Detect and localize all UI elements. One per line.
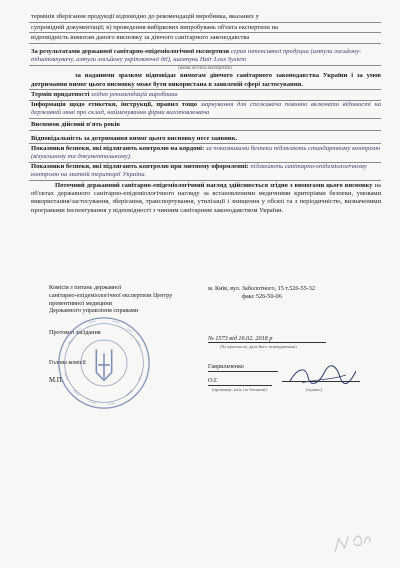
chair-initials: О.Г.: [208, 377, 272, 386]
mp-label: М.П.: [49, 376, 64, 384]
conditions-line-1: термінів зберігання продукції відповідно до рекомендацій виробника, вказаних у: [29, 13, 381, 23]
shelf-life-row: [29, 90, 381, 100]
address-text: м. Київ, вул. Заболотного, 15 т.526-55-32: [208, 285, 315, 292]
handwritten-initials: [330, 528, 374, 560]
product-name: серия інтенсивної продуции (ампули лосьйону-підштовхувачу, ампули лосьйону укріплюючої дії), шампунь Hair Loss System: [31, 47, 362, 64]
document-body: [29, 13, 381, 215]
labeling-text: маркування для споживача повинно включати відомості на державній мові про склад, найменування фірми виготовлювача: [31, 100, 382, 117]
results-block: [29, 48, 381, 66]
commission-line: Державного управління справами: [49, 307, 139, 315]
shelf-life-value: згідно рекомендацій виробника: [91, 90, 178, 98]
commission-line: санітарно-епідеміологічної експертизи Центру: [49, 291, 173, 299]
labeling-label: Інформація щодо етикетки, інструкції, правил тощо: [31, 100, 198, 108]
caption-protocol: (№ протоколу, дата його затвердження): [220, 344, 297, 350]
contact-block: [208, 285, 378, 394]
customs-control-row: [29, 163, 381, 181]
shelf-life-label: Термін придатності: [31, 90, 90, 98]
responsibility-row: Відповідальність за дотримання вимог цього висновку несе заявник.: [29, 134, 381, 144]
customs-value: підлягають санітарно-епідеміологічному контролю на митній території України.: [31, 163, 367, 179]
compliance-text: за наданими зразком відповідає вимогам діючого санітарного законодавства України і за умов дотримання вимог цього висновку може бути використана в заявленій сфері застосування.: [31, 72, 381, 88]
handwritten-initials-mark: [330, 528, 373, 556]
customs-label: Показники безпеки, які підлягають контролю при митному оформленні:: [31, 163, 249, 171]
handwritten-signature: [288, 363, 358, 389]
official-stamp: [56, 315, 152, 411]
conditions-line-3: відповідність вимогам даного висновку за діючого санітарного законодавства: [29, 33, 381, 43]
chair-signature-row: [208, 377, 366, 386]
commission-line: Комісія з питань державної: [49, 284, 122, 291]
protocol-number: № 1573 від 16.02. 2018 р: [208, 335, 326, 344]
fax-text: факс 526-50-06: [242, 292, 282, 300]
commission-line: превентивної медицини: [49, 299, 112, 307]
border-control-row: [29, 144, 381, 162]
results-lead: За результатами державної санітарно-епідеміологічної експертизи: [31, 47, 230, 55]
border-value: за показниками безпеки підлягають стандартному контролю (візуальному та документальному).: [31, 144, 381, 160]
supervision-bold: Поточний державний санітарно-епідеміологічний нагляд здійснюється згідно з вимогами цього висновку: [55, 182, 373, 190]
chair-name: Гаврильченко: [208, 363, 278, 372]
validity-row: Висновок дійсний п'ять років: [29, 121, 381, 131]
compliance-statement: [29, 72, 381, 90]
caption-chair: (прізвище, ім'я, по батькові): [212, 386, 267, 392]
caption-sign: (підпис): [306, 386, 323, 392]
chair-label: Голова комісії: [49, 358, 86, 366]
supervision-paragraph: [29, 181, 381, 215]
supervision-text: на об'єктах державного санітарно-епідеміологічного нагляду за встановленими медичними критеріями безпеки, умовами використання/застосування, зберігання, транспортування, утилізації і знищення у обсязі та з періодичністю, визначеними програмами інспектування у відповідності з чинним санітарним законодавством України.: [31, 182, 381, 214]
protocol-label: Протокол засідання: [49, 329, 101, 337]
labeling-row: [29, 101, 381, 119]
conditions-line-2: супровідній документації; в) проведення вибіркових випробувань об'єкта експертизи на: [29, 23, 381, 33]
border-label: Показники безпеки, які підлягають контролю на кордоні:: [31, 144, 205, 152]
caption-product: (назва об'єкта експертизи): [178, 65, 232, 71]
